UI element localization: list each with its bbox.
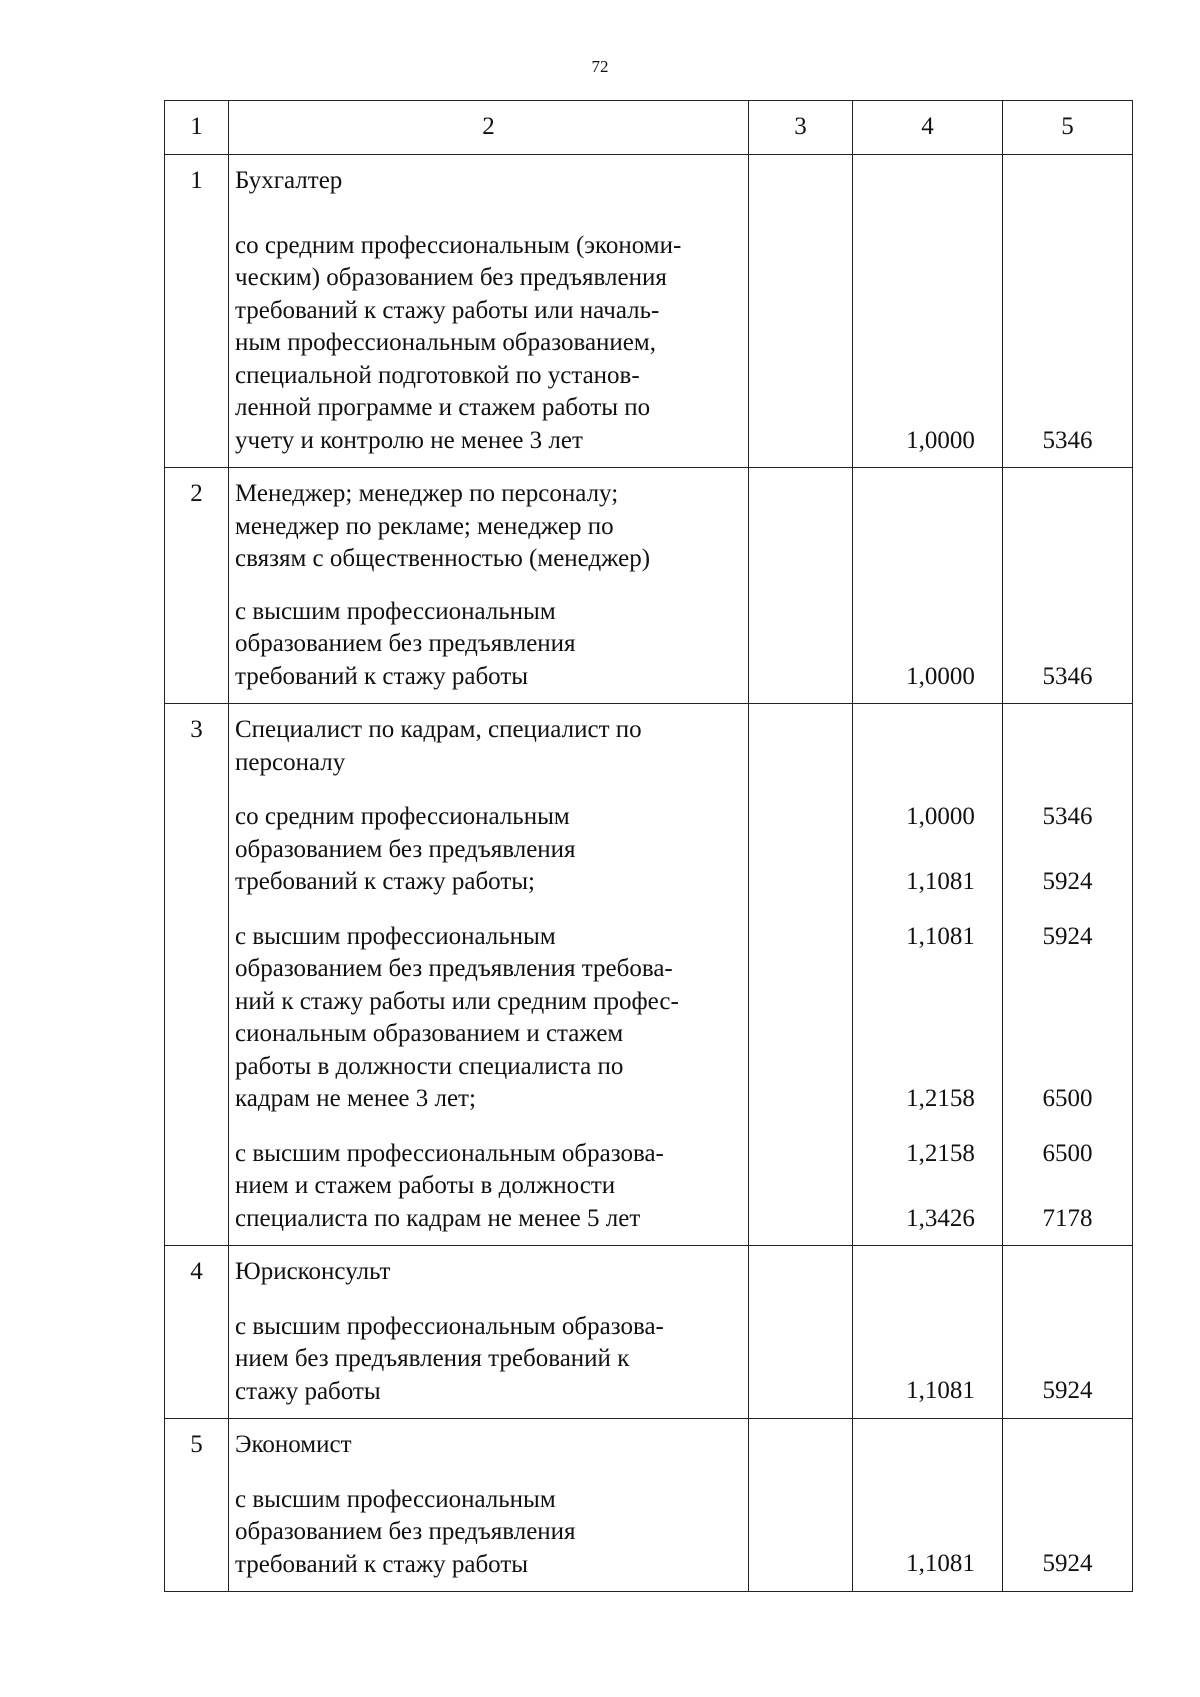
empty-cell <box>749 1246 853 1419</box>
table-row <box>165 704 1133 1246</box>
table-row <box>165 1419 1133 1592</box>
position-requirements: с высшим профессиональным образованием без предъявления требований к стажу работы <box>235 597 576 690</box>
empty-cell <box>749 155 853 468</box>
empty-cell <box>749 468 853 704</box>
salary-cell <box>1003 155 1133 468</box>
salary-cell <box>1003 1246 1133 1419</box>
salary-cell <box>1003 704 1133 1246</box>
table-header-row <box>165 101 1133 155</box>
row-number: 5 <box>165 1419 229 1592</box>
row-number: 3 <box>165 704 229 1246</box>
salary-value: 5346 <box>1042 427 1093 454</box>
header-cell: 5 <box>1003 101 1133 155</box>
table-row <box>165 1246 1133 1419</box>
salary-value: 5924 <box>1042 922 1093 950</box>
coefficient-value: 1,2158 <box>906 1139 975 1167</box>
coefficient-value: 1,0000 <box>906 803 975 830</box>
salary-table <box>164 100 1133 1592</box>
coefficient-value: 1,1081 <box>906 1377 975 1404</box>
coefficient-cell <box>853 1246 1003 1419</box>
table-row <box>165 468 1133 704</box>
header-cell: 3 <box>749 101 853 155</box>
header-cell: 4 <box>853 101 1003 155</box>
position-requirements: со средним профессиональным (экономи- ческим) образованием без предъявления требований к стажу работы или началь- ным профессиональным образованием, специальной подготовкой по установ- ленной программе и стажем работы по учету и контролю не менее 3 лет <box>235 231 682 454</box>
coefficient-value: 1,0000 <box>906 427 975 454</box>
row-number: 4 <box>165 1246 229 1419</box>
position-cell <box>229 1246 749 1419</box>
salary-value: 6500 <box>1042 1139 1093 1167</box>
position-title: Менеджер; менеджер по персоналу; менеджер по рекламе; менеджер по связям с общественностью (менеджер) <box>235 480 651 572</box>
coefficient-cell <box>853 468 1003 704</box>
header-cell: 2 <box>229 101 749 155</box>
salary-cell <box>1003 468 1133 704</box>
coefficient-cell <box>853 704 1003 1246</box>
coefficient-value: 1,3426 <box>906 1204 975 1232</box>
row-number: 1 <box>165 155 229 468</box>
position-title: Специалист по кадрам, специалист по персоналу <box>235 716 642 776</box>
salary-value: 7178 <box>1042 1204 1093 1232</box>
empty-cell <box>749 704 853 1246</box>
coefficient-value: 1,1081 <box>906 868 975 895</box>
coefficient-value: 1,1081 <box>906 1550 975 1577</box>
salary-value: 5346 <box>1042 803 1093 830</box>
row-number: 2 <box>165 468 229 704</box>
salary-value: 5924 <box>1042 1377 1093 1404</box>
position-title: Юрисконсульт <box>235 1258 391 1285</box>
coefficient-value: 1,0000 <box>906 663 975 690</box>
position-requirements: с высшим профессиональным образованием без предъявления требова- ний к стажу работы или средним профес- сиональным образованием и стажем работы в должности специалиста по кадрам не менее 3 лет; <box>235 922 679 1112</box>
salary-value: 5924 <box>1042 868 1093 895</box>
salary-value: 5346 <box>1042 663 1093 690</box>
position-requirements: с высшим профессиональным образова- нием без предъявления требований к стажу работы <box>235 1312 664 1405</box>
position-title: Экономист <box>235 1431 352 1458</box>
position-cell <box>229 1419 749 1592</box>
position-cell <box>229 155 749 468</box>
position-title: Бухгалтер <box>235 167 343 194</box>
coefficient-cell <box>853 155 1003 468</box>
empty-cell <box>749 1419 853 1592</box>
coefficient-cell <box>853 1419 1003 1592</box>
salary-cell <box>1003 1419 1133 1592</box>
salary-value: 5924 <box>1042 1550 1093 1577</box>
coefficient-value: 1,1081 <box>906 922 975 950</box>
salary-value: 6500 <box>1042 1085 1093 1112</box>
coefficient-value: 1,2158 <box>906 1085 975 1112</box>
position-requirements: с высшим профессиональным образованием без предъявления требований к стажу работы <box>235 1485 576 1578</box>
header-cell: 1 <box>165 101 229 155</box>
page-number: 72 <box>591 57 609 76</box>
position-requirements: со средним профессиональным образованием без предъявления требований к стажу работы; <box>235 803 576 895</box>
table-row <box>165 155 1133 468</box>
position-cell <box>229 704 749 1246</box>
position-cell <box>229 468 749 704</box>
position-requirements: с высшим профессиональным образова- нием и стажем работы в должности специалиста по кадрам не менее 5 лет <box>235 1139 664 1232</box>
